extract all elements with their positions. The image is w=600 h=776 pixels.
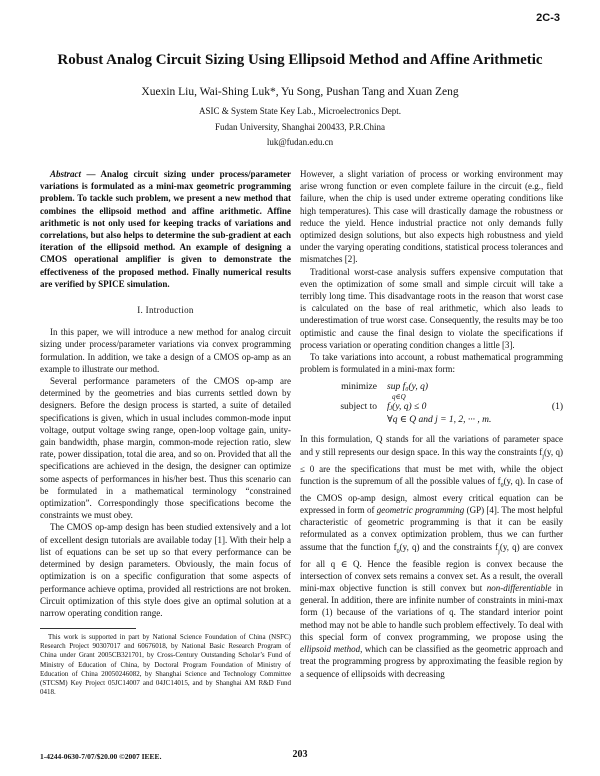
copyright-line: 1-4244-0630-7/07/$20.00 ©2007 IEEE.	[40, 752, 162, 761]
text-run: in general. In addition, there are infinite number of constraints in mini-max form (1) because of the variations of q. The standard interior point method may not be able to handle such problem effectively. To deal with this special form of convex programming, we propose using the	[300, 583, 563, 642]
text-run: (y, q) are convex for all q ∈ Q. Hence the feasible region is convex because the intersection of convex sets remains a convex set. As a result, the overall mini-max objective function is still convex but	[300, 541, 563, 594]
text-run: , which can be classified as the geometric approach and treat the programming progress by approximating the feasible region by a sequence of ellipsoids with decreasing	[300, 644, 563, 679]
formula-subject-label: subject to	[340, 402, 377, 413]
formula-objective: sup f₀(y, q)	[387, 382, 429, 393]
footnote	[40, 628, 291, 697]
equation-number: (1)	[551, 402, 563, 413]
paragraph: In this formulation, Q stands for all the variations of parameter space and y still represents our design space. In this way the constraints $f_j(y$, q) ≤ 0 are the specifications that must be met with, while the object function is the supremum of all the possible values of $f_0(y$, q). In case of the CMOS op-amp design, almost every critical equation can be expressed in form of geometric programming (GP) [4]. The most helpful characteristic of geometric programming is that it can be easily reformulated as a convex optimization problem, thus we can further assume that the function $f_0(y$, q) and the constraints $f_j(y$, q) are convex for all q ∈ Q. Hence the feasible region is convex because the intersection of convex sets remains a convex set. As a result, the overall mini-max objective function is still convex but non-differentiable in general. In addition, there are infinite number of constraints in mini-max form (1) because of the variations of q. The standard interior point method may not be able to handle such problem effectively. To deal with this special form of convex programming, we propose using the ellipsoid method, which can be classified as the geometric approach and treat the programming progress by approximating the feasible region by a sequence of ellipsoids with decreasing	[300, 434, 563, 679]
section-heading-introduction: I. Introduction	[137, 305, 194, 316]
session-code: 2C-3	[536, 12, 560, 24]
abstract-label: Abstract	[50, 169, 82, 179]
abstract	[40, 168, 291, 290]
paragraph: The CMOS op-amp design has been studied extensively and a lot of excellent design tutorials are available today [1]. With their help a list of equations can be set up so that every performance can be determined by design parameters. Obviously, the main focus of optimization is on a specific configuration that some aspects of performance achieve optima, provided all restrictions are not broken. Circuit optimization of this style does give an optimal solution at a narrow operating condition range.	[40, 522, 291, 618]
emphasis-term: non-differentiable	[486, 583, 552, 594]
paragraph: However, a slight variation of process or working environment may arise wrong function or even complete failure in the circuit (e.g., field failure, when the chip is used under extreme operating conditions like high temperatures). This case will drastically damage the robustness or reduce the yield. Hence industrial practice not only demands fully optimized design solutions, but also expects high robustness and yield under the varying operating conditions, statistical process tolerances and mismatches [2].	[300, 169, 563, 265]
paragraph: To take variations into account, a robust mathematical programming problem is formulated in a mini-max form:	[300, 352, 563, 375]
formula-forall: ∀q ∈ Q and j = 1, 2, ··· , m.	[387, 415, 492, 426]
text-run: (y, q) ≤ 0 are the specifications that must be met with, while the object function is the supremum of all the possible values of f	[300, 446, 563, 486]
abstract-text: — Analog circuit sizing under process/parameter variations is formulated as a mini-max geometric programming problem. To tackle such problem, we present a new method that combines the ellipsoid method and affine arithmetic. Affine arithmetic is not only used for keeping tracks of variations and correlations, but also helps to determine the sub-gradient at each iteration of the ellipsoid method. An example of designing a CMOS operational amplifier is given to demonstrate the effectiveness of the proposed method. Finally numerical results are verified by SPICE simulation.	[40, 169, 291, 289]
affiliation-lab: ASIC & System State Key Lab., Microelectronics Dept.	[199, 106, 401, 116]
emphasis-term: geometric programming	[376, 505, 465, 516]
paragraph: In this paper, we will introduce a new method for analog circuit sizing under process/parameter variations via convex programming formulation. In addition, we take a design of a CMOS op-amp as an example to illustrate our method.	[40, 327, 291, 374]
paragraph: Several performance parameters of the CMOS op-amp are determined by the geometries and bias currents settled down by designers. Before the design process is started, a suite of detailed specifications is given, which in usual includes common-mode input voltage, output voltage swing range, open-loop voltage gain, unity-gain bandwidth, phase margin, common-mode rejection ratio, slew rate, power dissipation, total die area, and so on. Provided that all the specifications are achieved in the design, the designer can optimize some aspects of performances in his/her best. Thus this scenario can be formulated in a mathematical terminology “constrained optimization”. Correspondingly those specifications become the constraints we must obey.	[40, 376, 291, 521]
left-column	[40, 168, 291, 619]
author-list: Xuexin Liu, Wai-Shing Luk*, Yu Song, Pushan Tang and Xuan Zeng	[141, 86, 459, 98]
text-run: (GP) [4]. The most helpful characteristic of geometric programming is that it can be easily reformulated as a convex optimization problem, thus we can further assume that the function f	[300, 505, 563, 552]
formula-constraint: fⱼ(y, q) ≤ 0	[387, 402, 427, 413]
right-column	[300, 168, 563, 680]
paragraph: Traditional worst-case analysis suffers expensive computation that even the optimization of some small and simple circuit will take a terribly long time. This disadvantage roots in the reason that worst case is calculated on the base of real arithmetic, which also leads to underestimation of true worst case. Consequently, the results may be too optimistic and cause the final design to violate the specifications if process variation or operating condition changes a little [3].	[300, 266, 563, 350]
footnote-text: This work is supported in part by National Science Foundation of China (NSFC) Research Project 90307017 and 60676018, by National Basic Research Program of China under Grant 2005CB321701, by Cross-Century Outstanding Scholar’s Fund of Ministry of Education of China, by Doctoral Program Foundation of Ministry of Education of China 20050246082, by Shanghai Science and Technology Committee (STCSM) Key Project 05JC14007 and 04JC14015, and by Shanghai AM R&D Fund 0418.	[40, 633, 291, 697]
equation-1	[300, 381, 563, 427]
affiliation-university: Fudan University, Shanghai 200433, P.R.China	[215, 122, 385, 132]
formula-minimize-label: minimize	[341, 382, 377, 393]
text-run: (y, q). In case of the CMOS op-amp design, almost every critical equation can be expressed in form of	[300, 475, 563, 516]
text-run: In this formulation, Q stands for all the variations of parameter space and y still represents our design space. In this way the constraints f	[300, 434, 563, 457]
footnote-rule	[40, 628, 136, 629]
text-run: (y, q) and the constraints f	[399, 541, 499, 552]
paper-title: Robust Analog Circuit Sizing Using Ellipsoid Method and Affine Arithmetic	[57, 52, 543, 68]
formula-sup-subscript: q∈Q	[392, 393, 406, 402]
page-number: 203	[292, 749, 308, 760]
author-email[interactable]: luk@fudan.edu.cn	[266, 137, 334, 147]
emphasis-term: ellipsoid method	[300, 644, 361, 655]
